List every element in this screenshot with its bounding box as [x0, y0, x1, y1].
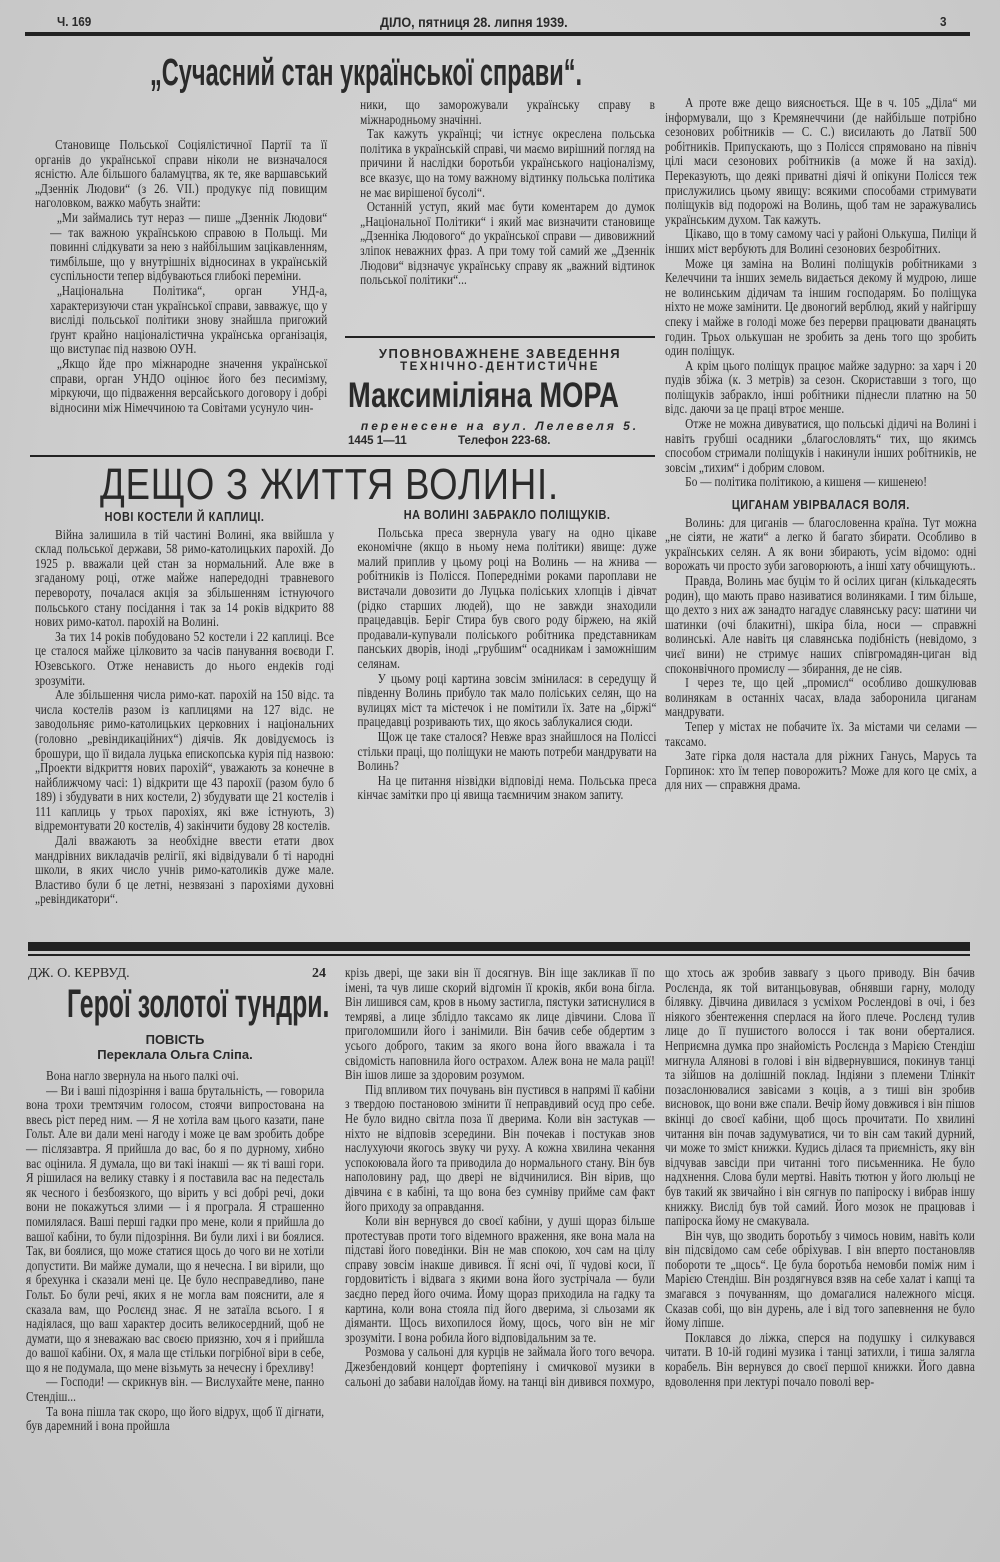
issue-number: Ч. 169: [57, 14, 92, 29]
paragraph: крізь двері, ще заки він її досягнув. Він іще закликав її по імені, та чув лише скорий відгомін її кроків, якби вона бігла. Він лишився сам, кров в ньому застигла, пястуки затиснулися в темряві, а лице зблідло таксамо як лице дівчини. Слова її приголомшили його і занімили. Він бачив себе обдертим з усього доброго, таким за якого вона його вважала і та свідомість наповнила його острахом. Алеж вона не мала рації! Він ішов лише за здоровим розумом.: [345, 965, 655, 1083]
serial-genre: ПОВІСТЬ: [145, 1032, 205, 1047]
article-column-1: [35, 138, 327, 415]
paragraph: Розмова у сальоні для курців не займала його того вечора. Джезбендовий концерт фортепіяну і смичкової музики в сальоні до забави налоїдав йому. на танці він дивився похмуро,: [345, 1344, 655, 1389]
section-heading: ЦИГАНАМ УВІРВАЛАСЯ ВОЛЯ.: [731, 497, 910, 513]
serial-author: ДЖ. О. КЕРВУД.: [28, 966, 130, 981]
section-rule: [30, 455, 655, 457]
serial-translator: Переклала Ольга Сліпа.: [97, 1047, 253, 1062]
paragraph: — Ви і ваші підозріння і ваша брутальність, — говорила вона трохи тремтячим голосом, стоячи випростована на ввесь ріст перед ним. — Я не хотіла вам цього казати, пане Гольт. Але ви дали мені нагоду і може це вам зробить добре — післязавтра. Я прийшла до вас, бо я по дурному, хибно вас оцінила. Я думала, що ви такі інакші — як ті ваші гори. Я рішилася на велику ставку і я поставила вас на педесталь як чесного і безбоязкого, що вірить у всі добрі речі, доки вони не покажуться злими — і я програла. Я страшенно помилялася. Ваші перші гадки про мене, коли я прийшла до вашої кабіни, то були підозріння. Ви були лихі і ви боялися. Так, ви боялися, що може статися щось до чого ви не хотіли допустити. Ви майже думали, що я нечесна. І ви вірили, що я брехунка і сказали мені це. Це було несправедливо, пане Гольт. Бо були речі, яких я не могла вам пояснити, але я сказала вам, що Рослєнд знає. Я не затаїла всього. І я надіялася, що ваш характер досить великосердний, щоб не думати, що я зневажаю вас своєю приязню, хоч я і прийшла до вашої кабіни. Ох, я мала ще стільки погрібної віри в себе, що я не подумала, що мене візьмуть за нечесну і брехливу!: [26, 1082, 325, 1375]
paragraph: За тих 14 років побудовано 52 костели і 22 каплиці. Все це сталося майже цілковито за часів панування воєводи Г. Юзевського. Отже ненависть до нього ендеків годі зрозуміти.: [35, 628, 335, 688]
paragraph: Правда, Волинь має буцім то й осілих циган (кількадесять родин), що мають право називатися волиняками. І тим більше, що дехто з них аж занадто нагадує славянську расу: шатини чи шатинки (очі блакитні), шкіра біла, носи — справжні волинські. Але навіть ця славянська подібність (невідомо, з чиєї вини) не стримує наших співгромадян-циган від споконвічного промислу — збирання, де не сіяв.: [665, 573, 977, 676]
paragraph: Тепер у містах не побачите їх. За містами чи селами — таксамо.: [665, 718, 977, 749]
paragraph: На це питання нізвідки відповіді нема. Польська преса кінчає замітки про ці явища таємничим знаком запиту.: [357, 772, 657, 803]
paragraph: Під впливом тих почувань він пустився в напрямі її кабіни з твердою постановою змінити її неправдивий осуд про себе. Не було видно світла поза її дверима. Коли він застукав — ніхто не відповів зсередини. Він почекав і постукав знов наслухуючи якогось звуку чи руху. А кожна хвилина чекання успокоювала його та приводила до нормального стану. Він був наполовину рад, що двері не відчинилися. Він вірив, що дівчина є в кабіні, та що вона без сумніву прийме сам факт його приходу за оправдання.: [345, 1081, 655, 1214]
paragraph: Цікаво, що в тому самому часі у районі Олькуша, Пиліци й інших міст вербують для Волині сезонових безробітних.: [665, 226, 977, 256]
feuilleton-rule-thick: [28, 942, 970, 951]
paragraph: А крім цього поліщук працює майже задурно: за харч і 20 пудів збіжа (к. 3 метрів) за сезон. Скориставши з того, що поліщуків забракло, інші робітники піднесли платню на 50 відс. даючи за це праці втроє менше.: [665, 357, 977, 417]
paragraph: У цьому році картина зовсім змінилася: в середущу й південну Волинь прибуло так мало поліських селян, що на вулицях міст та містечок і не помітили їх. Зате на „біржі“ працедавці розривають тих, що якось заблукалися сюди.: [357, 670, 657, 730]
paragraph: А проте вже дещо виясноється. Ще в ч. 105 „Діла“ ми інформували, що з Кремянеччини (де найбільше потрібно сезонових робітників — С. С.) висилають до Латвії 500 робітників. Припускають, що з Полісся спрямовано на північ цілі маси сезонових робітників (а може й на захід). Переказують, що деякі приватні діячі й опікуни Полісся теж прислужились цьому явищу: всякими способами стримувати поліщуків від подорожі на Волинь, щоб там не заражувались українським духом. Так кажуть.: [665, 95, 977, 227]
quote-paragraph: „Національна Політика“, орган УНД-а, характеризуючи стан української справи, завважує, що у висліді польської політики знову знайшла пригожий ґрунт крайно націоналістична українська організація, що виступає під назвою ОУН.: [50, 282, 328, 357]
section-title: ДЕЩО З ЖИТТЯ ВОЛИНІ.: [100, 460, 560, 509]
ad-divider: [345, 336, 655, 338]
paragraph: Останній уступ, який має бути коментарем до думок „Національної Політики“ і який має визначити становище „Дзенніка Людового“ до української справи — дивовижний зліпок неважних фраз. А при тому той самий же „Дзеннік Людови“ відзначує українську справу як „важний відтинок польської політики“...: [360, 199, 655, 288]
ad-business-name: Максиміліяна МОРА: [348, 376, 619, 415]
serial-column-2: [345, 966, 655, 1389]
ad-address: перенесене на вул. Лелевеля 5.: [360, 419, 640, 433]
page-number: 3: [940, 14, 947, 29]
article-column-3: [665, 96, 977, 793]
paragraph: Коли він вернувся до своєї кабіни, у душі щораз більше протестував проти того відемного враження, яке вона мала на підставі його поведінки. Він не мав спокою, хоч сам на цілу справу зовсім інакше дивився. Її ясні очі, її чудові коси, її гордовитість і відвага з якими вона його зустрічала — були заєдно перед його очима. Йому щораз приходила на гадку та картина, коли вона стояла під його дверима, зі сльозами як діяманти. Щось вихопилося йому, щось, чого він не міг зрозуміти. І вона робила його відповідальним за те.: [345, 1213, 655, 1345]
newspaper-masthead: ДІЛО, пятниця 28. липня 1939.: [380, 14, 568, 30]
ad-phone: Телефон 223-68.: [458, 435, 551, 447]
paragraph: Але збільшення числа римо-кат. парохій на 150 відс. та числа костелів разом із каплицями на 127 відс. не заводольняє римо-католицьких церковних і національних (головно „ревіндикаційних“) діячів. Як довідуємось із брошури, що її видала луцька епископська курія під назвою: „Проекти відкриття нових парохій“, уважають за конечне в найближчому часі: 1) відкрити ще 43 парохії (разом було б 189) і збудувати в них костели, 2) збудувати ще 21 костелів і 111 каплиць у трьох парохіях, які вже істнують, 3) відремонтувати 20 костелів, 4) закінчити будову 28 костелів.: [35, 687, 335, 834]
paragraph: Може ця заміна на Волині поліщуків робітниками з Келеччини та інших земель видається декому й мудрою, лише не волинським дідичам та іншим господарям. Бо поліщука ніхто не може замінити. Це двоногий верблюд, який у найгіршу спеку і майже в голоді може без перерви працювати дванацять годин. Трьох олькушан не зробить за день того що зробить один поліщук.: [665, 255, 977, 359]
paragraph: Він чув, що зводить боротьбу з чимось новим, навіть коли він підсвідомо сам себе обріхував. І він вперто постановляв побороти те „щось“. Це була боротьба немовби поміж ним і Марією Стендіш. Він роздягнувся взяв на себе халат і капці та змагався з почуванням, що домагалися належного місця. Сказав собі, що він дурень, але і від того запевнення не було йому ліпше.: [665, 1227, 975, 1331]
paragraph: Становище Польської Соціялістичної Партії та її органів до української справи ніколи не визначалося ясністю. Але більшого баламуцтва, як те, яке варшавський „Дзеннік Людови“ (з 26. VII.) продукує під повищим наголовком, важко мабуть знайти:: [35, 137, 328, 211]
paragraph: — Господи! — скрикнув він. — Вислухайте мене, панно Стендіш...: [26, 1374, 325, 1405]
volyn-columns: [35, 508, 657, 933]
feuilleton-rule-thin: [28, 954, 970, 956]
masthead-rule: [25, 32, 970, 36]
paragraph: що хтось аж зробив завваґу з цього приводу. Він бачив Рослєнда, як той витанцьовував, обнявши гарну, молоду білявку. Дівчина дивилася з усміхом Рослендові в очі, і без ніякого збентеження сперлася на його плече. Рослєнд тулив лице до її пушистого волосся і так вони оберталися. Неприємна думка про знайомість Рослєнда з Марією Стендіш мигнула Алянові в голові і він відвернувшися, покинув танці та зійшов на долішній поклад. Індіяни з племени Тлінкіт позаслонювалися завісами з коців, а з тиші він зробив висновок, що вони вже спали. Вечір йому довжився і він пішов вкінці до своєї кабіни, щоб щось прочитати. По хвилині читання він почав задумуватися, чи то він сам такий дурний, чи може то зміст книжки. Кудись ділася та приємність, яку він відчував завсіди при читанні того письменника. Не було надхнення. Слова були мертві. Навіть тютюн у його люльці не був такий як звичайно і він сягнув по папіроску і вибрав іншу книжку. Вислід був той самий. Його мозок не працював і папіроска йому не смакувала.: [665, 965, 975, 1229]
paragraph: Волинь: для циганів — благословенна країна. Тут можна „не сіяти, не жати“ а легко й багато збирати. Особливо в українських селян. А як вони збирають, усім відомо: одні ворожать чи просто зуби заговорюють, а інші хату обчищують..: [665, 514, 977, 574]
paragraph: І через те, що цей „промисл“ особливо дошкулював волинякам в останніх часах, влада заборонила циганам мандрувати.: [665, 675, 977, 720]
paragraph: Зате гірка доля настала для ріжних Ганусь, Марусь та Горпинок: хто їм тепер поворожить? Може для кого це сміх, а для них — справжня драма.: [665, 748, 977, 793]
quote-paragraph: „Ми займались тут нераз — пише „Дзеннік Людови“ — так важною українською справою в Польщі. Ми повинні слідкувати за нею з найбільшим зацікавленням, тимбільше, що у внутрішніх відносинах в українській суспільности тепер відбуваються глибокі переміни.: [50, 209, 328, 284]
paragraph: Війна залишила в тій частині Волині, яка ввійшла у склад польської держави, 58 римо-католицьких парохій. До 1925 р. вважали цей стан за нормальний. Але вже в згаданому році, отже майже напередодні травневого перевороту, почалася акція за збільшенням істнуючого польського стану посідання і так за 14 років відкрито 88 нових римо-катол. парохій на Волині.: [35, 526, 335, 630]
paragraph: Так кажуть українці; чи істнує окреслена польська політика в українській справі, чи маємо вирішний погляд на причини й наслідки боротьби українського націоналізму, все вказує, що на тому важному відтинку польська політика не має вирішеної бусолі“.: [360, 126, 655, 200]
quote-paragraph: „Якщо йде про міжнародне значення української справи, орган УНДО оцінює його без песимізму, міркуючи, що підваження версайського договору і добрі відносини між Німеччиною та Совітами усунуло чин-: [50, 355, 328, 415]
paragraph: Щож це таке сталося? Невже враз знайшлося на Поліссі стільки праці, що поліщуки не мають потреби мандрувати на Волинь?: [357, 728, 657, 774]
ad-line-2: ТЕХНІЧНО-ДЕНТИСТИЧНЕ: [400, 361, 600, 373]
paragraph: Та вона пішла так скоро, що його відрух, щоб її дігнати, був даремний і вона пройшла: [26, 1403, 325, 1434]
ad-code: 1445 1—11: [348, 435, 407, 447]
article-column-2: [345, 98, 655, 288]
paragraph: Бо — політика політикою, а кишеня — кишенею!: [685, 474, 928, 490]
serial-column-3: [665, 966, 975, 1389]
paragraph: Отже не можна дивуватися, що польські дідичі на Волині і навіть грубші осадники „благословлять“ тих, що якимсь способом стримали поліщуків і накинули інших робітників, не зовсім „тихим“ і добрим словом.: [665, 416, 977, 475]
paragraph: Поклався до ліжка, сперся на подушку і силкувався читати. В 10-ій годині музика і танці затихли, і тиша залягла корабель. Він вернувся до своєї першої книжки. Його давна вдоволення при лектурі почало поволі вер-: [665, 1329, 975, 1389]
serial-column-1: [26, 1069, 324, 1434]
paragraph: Вона нагло звернула на нього палкі очі.: [46, 1068, 239, 1083]
section-heading: НА ВОЛИНІ ЗАБРАКЛО ПОЛІЩУКІВ.: [403, 507, 611, 522]
paragraph: Польська преса звернула увагу на одно цікаве економічне (якщо в ньому нема політики) явище: дуже малий приплив у цьому році на Волинь — на жнива — робітників із Полісся. Попередніми роками пароплави не вистачали довозити до Луцька поліських хлопців і дівчат (рідко старших людей), що не завжди знаходили працедавців. Беріг Стира був свого роду біржею, на якій продавали-купували поліського робітника представникам панських дворів, іноді „грубшим“ осадникам і заможнішим селянам.: [357, 524, 657, 671]
article-title: „Сучасний стан української справи“.: [150, 52, 583, 94]
section-heading: НОВІ КОСТЕЛИ Й КАПЛИЦІ.: [104, 509, 265, 524]
serial-installment: 24: [312, 966, 326, 981]
paragraph: ники, що заморожували українську справу в міжнародньому значінні.: [360, 97, 655, 127]
ad-line-1: УПОВНОВАЖНЕНЕ ЗАВЕДЕННЯ: [378, 346, 622, 361]
paragraph: Далі вважають за необхідне ввести етати двох мандрівних викладачів релігії, які відвідували б ті народні школи, в яких число учнів римо-католиків дуже мале. Властиво були б це летні, незвязані з парохіями духовні „ревіндикатори“.: [35, 833, 335, 907]
serial-title: Герої золотої тундри.: [67, 982, 330, 1026]
